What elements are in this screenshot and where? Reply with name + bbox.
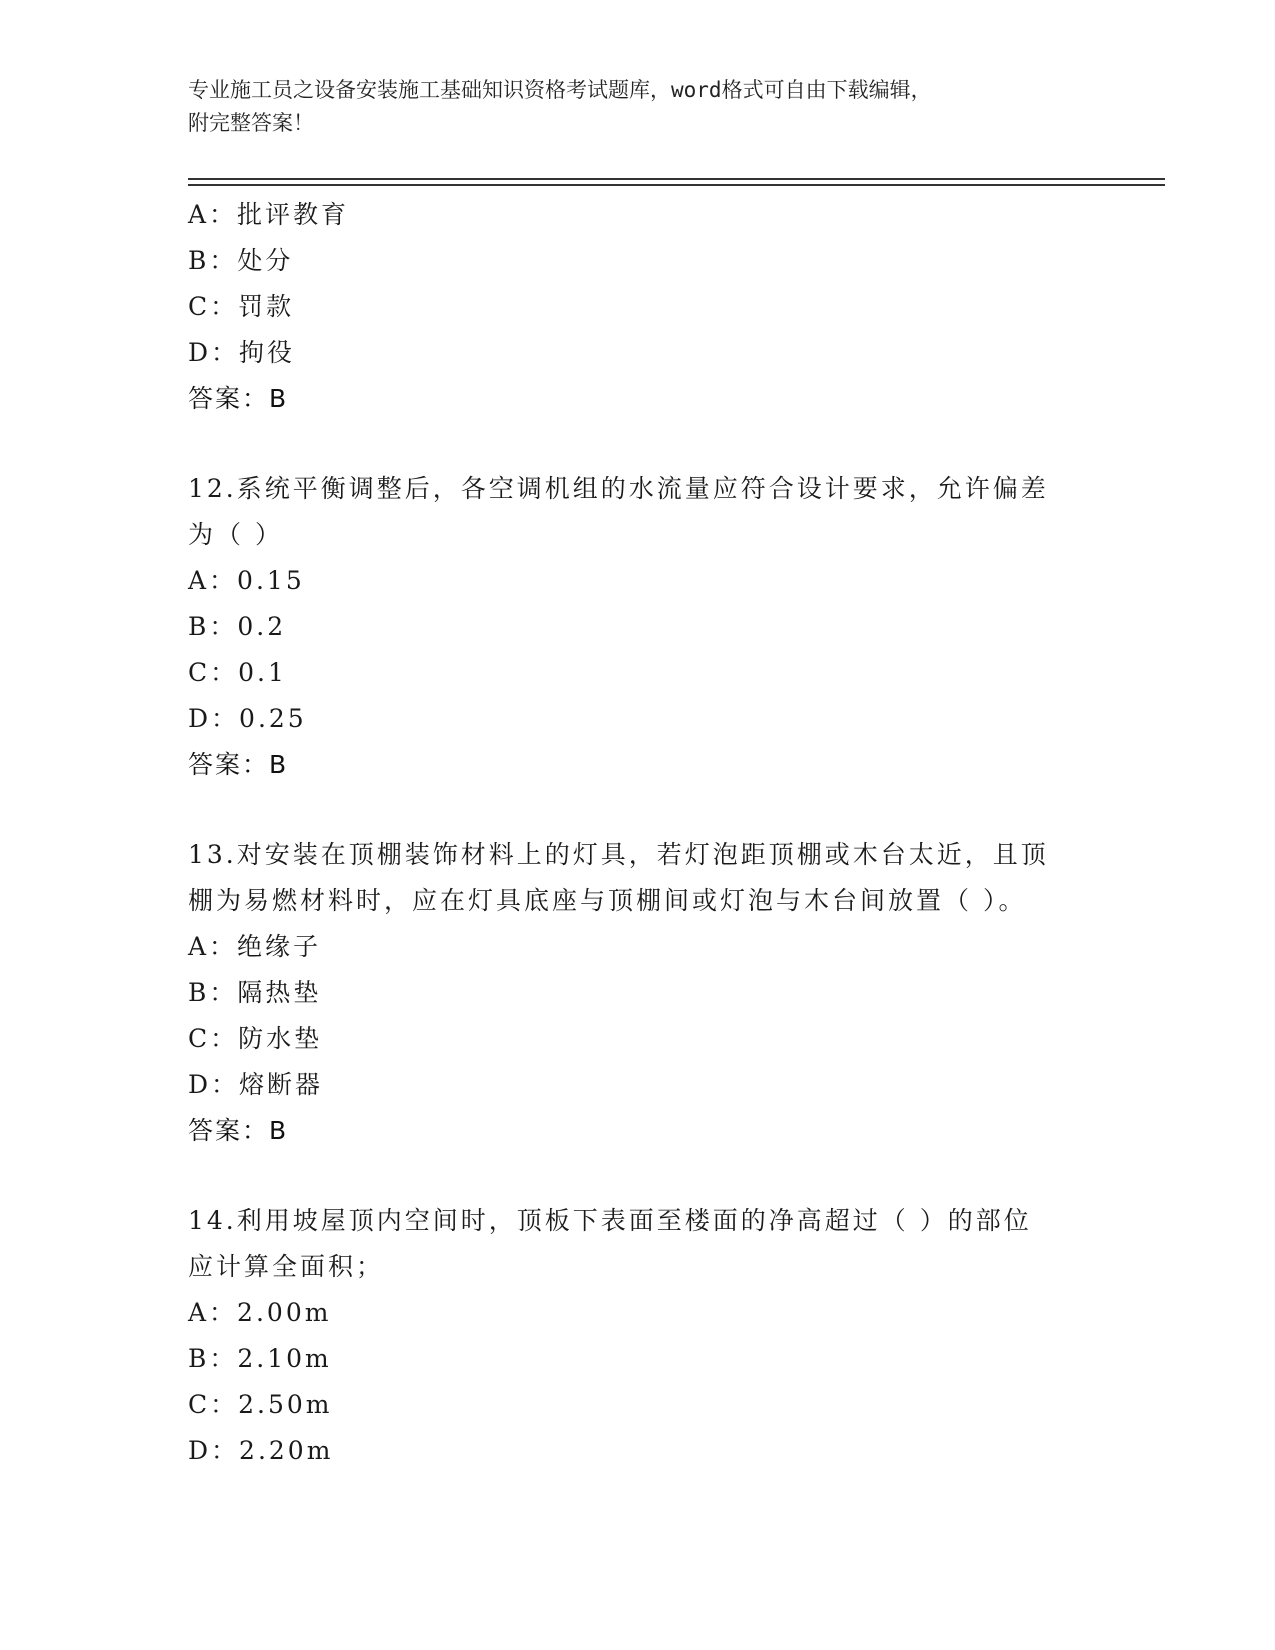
spacer — [188, 788, 1088, 832]
option-b: B：处分 — [188, 246, 294, 275]
option-c: C：2.50m — [188, 1390, 333, 1419]
answer: 答案：B — [188, 384, 289, 413]
question-stem-continued: 为（ ） — [188, 520, 283, 549]
question-stem-continued: 应计算全面积； — [188, 1252, 385, 1281]
option-b: B：2.10m — [188, 1344, 332, 1373]
question-13 — [188, 832, 1088, 1154]
question-stem: 13.对安装在顶棚装饰材料上的灯具，若灯泡距顶棚或木台太近，且顶 — [188, 840, 1049, 869]
question-list — [188, 192, 1088, 1474]
spacer — [188, 422, 1088, 466]
question-11 — [188, 192, 1088, 422]
document-header — [188, 74, 1068, 140]
header-line-1: 专业施工员之设备安装施工基础知识资格考试题库，word格式可自由下载编辑， — [188, 78, 932, 102]
question-14 — [188, 1198, 1088, 1474]
option-d: D：拘役 — [188, 338, 296, 367]
answer: 答案：B — [188, 1116, 289, 1145]
question-stem-continued: 棚为易燃材料时，应在灯具底座与顶棚间或灯泡与木台间放置（ ）。 — [188, 886, 1027, 915]
header-divider-top — [188, 178, 1165, 180]
question-12 — [188, 466, 1088, 788]
option-a: A：0.15 — [188, 566, 305, 595]
option-a: A：绝缘子 — [188, 932, 322, 961]
option-a: A：2.00m — [188, 1298, 332, 1327]
header-line-2: 附完整答案！ — [188, 111, 314, 135]
spacer — [188, 1154, 1088, 1198]
option-d: D：熔断器 — [188, 1070, 324, 1099]
header-divider-bottom — [188, 184, 1165, 186]
option-a: A：批评教育 — [188, 200, 350, 229]
option-c: C：防水垫 — [188, 1024, 323, 1053]
option-c: C：罚款 — [188, 292, 295, 321]
answer: 答案：B — [188, 750, 289, 779]
option-d: D：0.25 — [188, 704, 307, 733]
option-c: C：0.1 — [188, 658, 287, 687]
question-stem: 12.系统平衡调整后，各空调机组的水流量应符合设计要求，允许偏差 — [188, 474, 1049, 503]
option-d: D：2.20m — [188, 1436, 334, 1465]
question-stem: 14.利用坡屋顶内空间时，顶板下表面至楼面的净高超过（ ）的部位 — [188, 1206, 1032, 1235]
option-b: B：0.2 — [188, 612, 287, 641]
option-b: B：隔热垫 — [188, 978, 322, 1007]
